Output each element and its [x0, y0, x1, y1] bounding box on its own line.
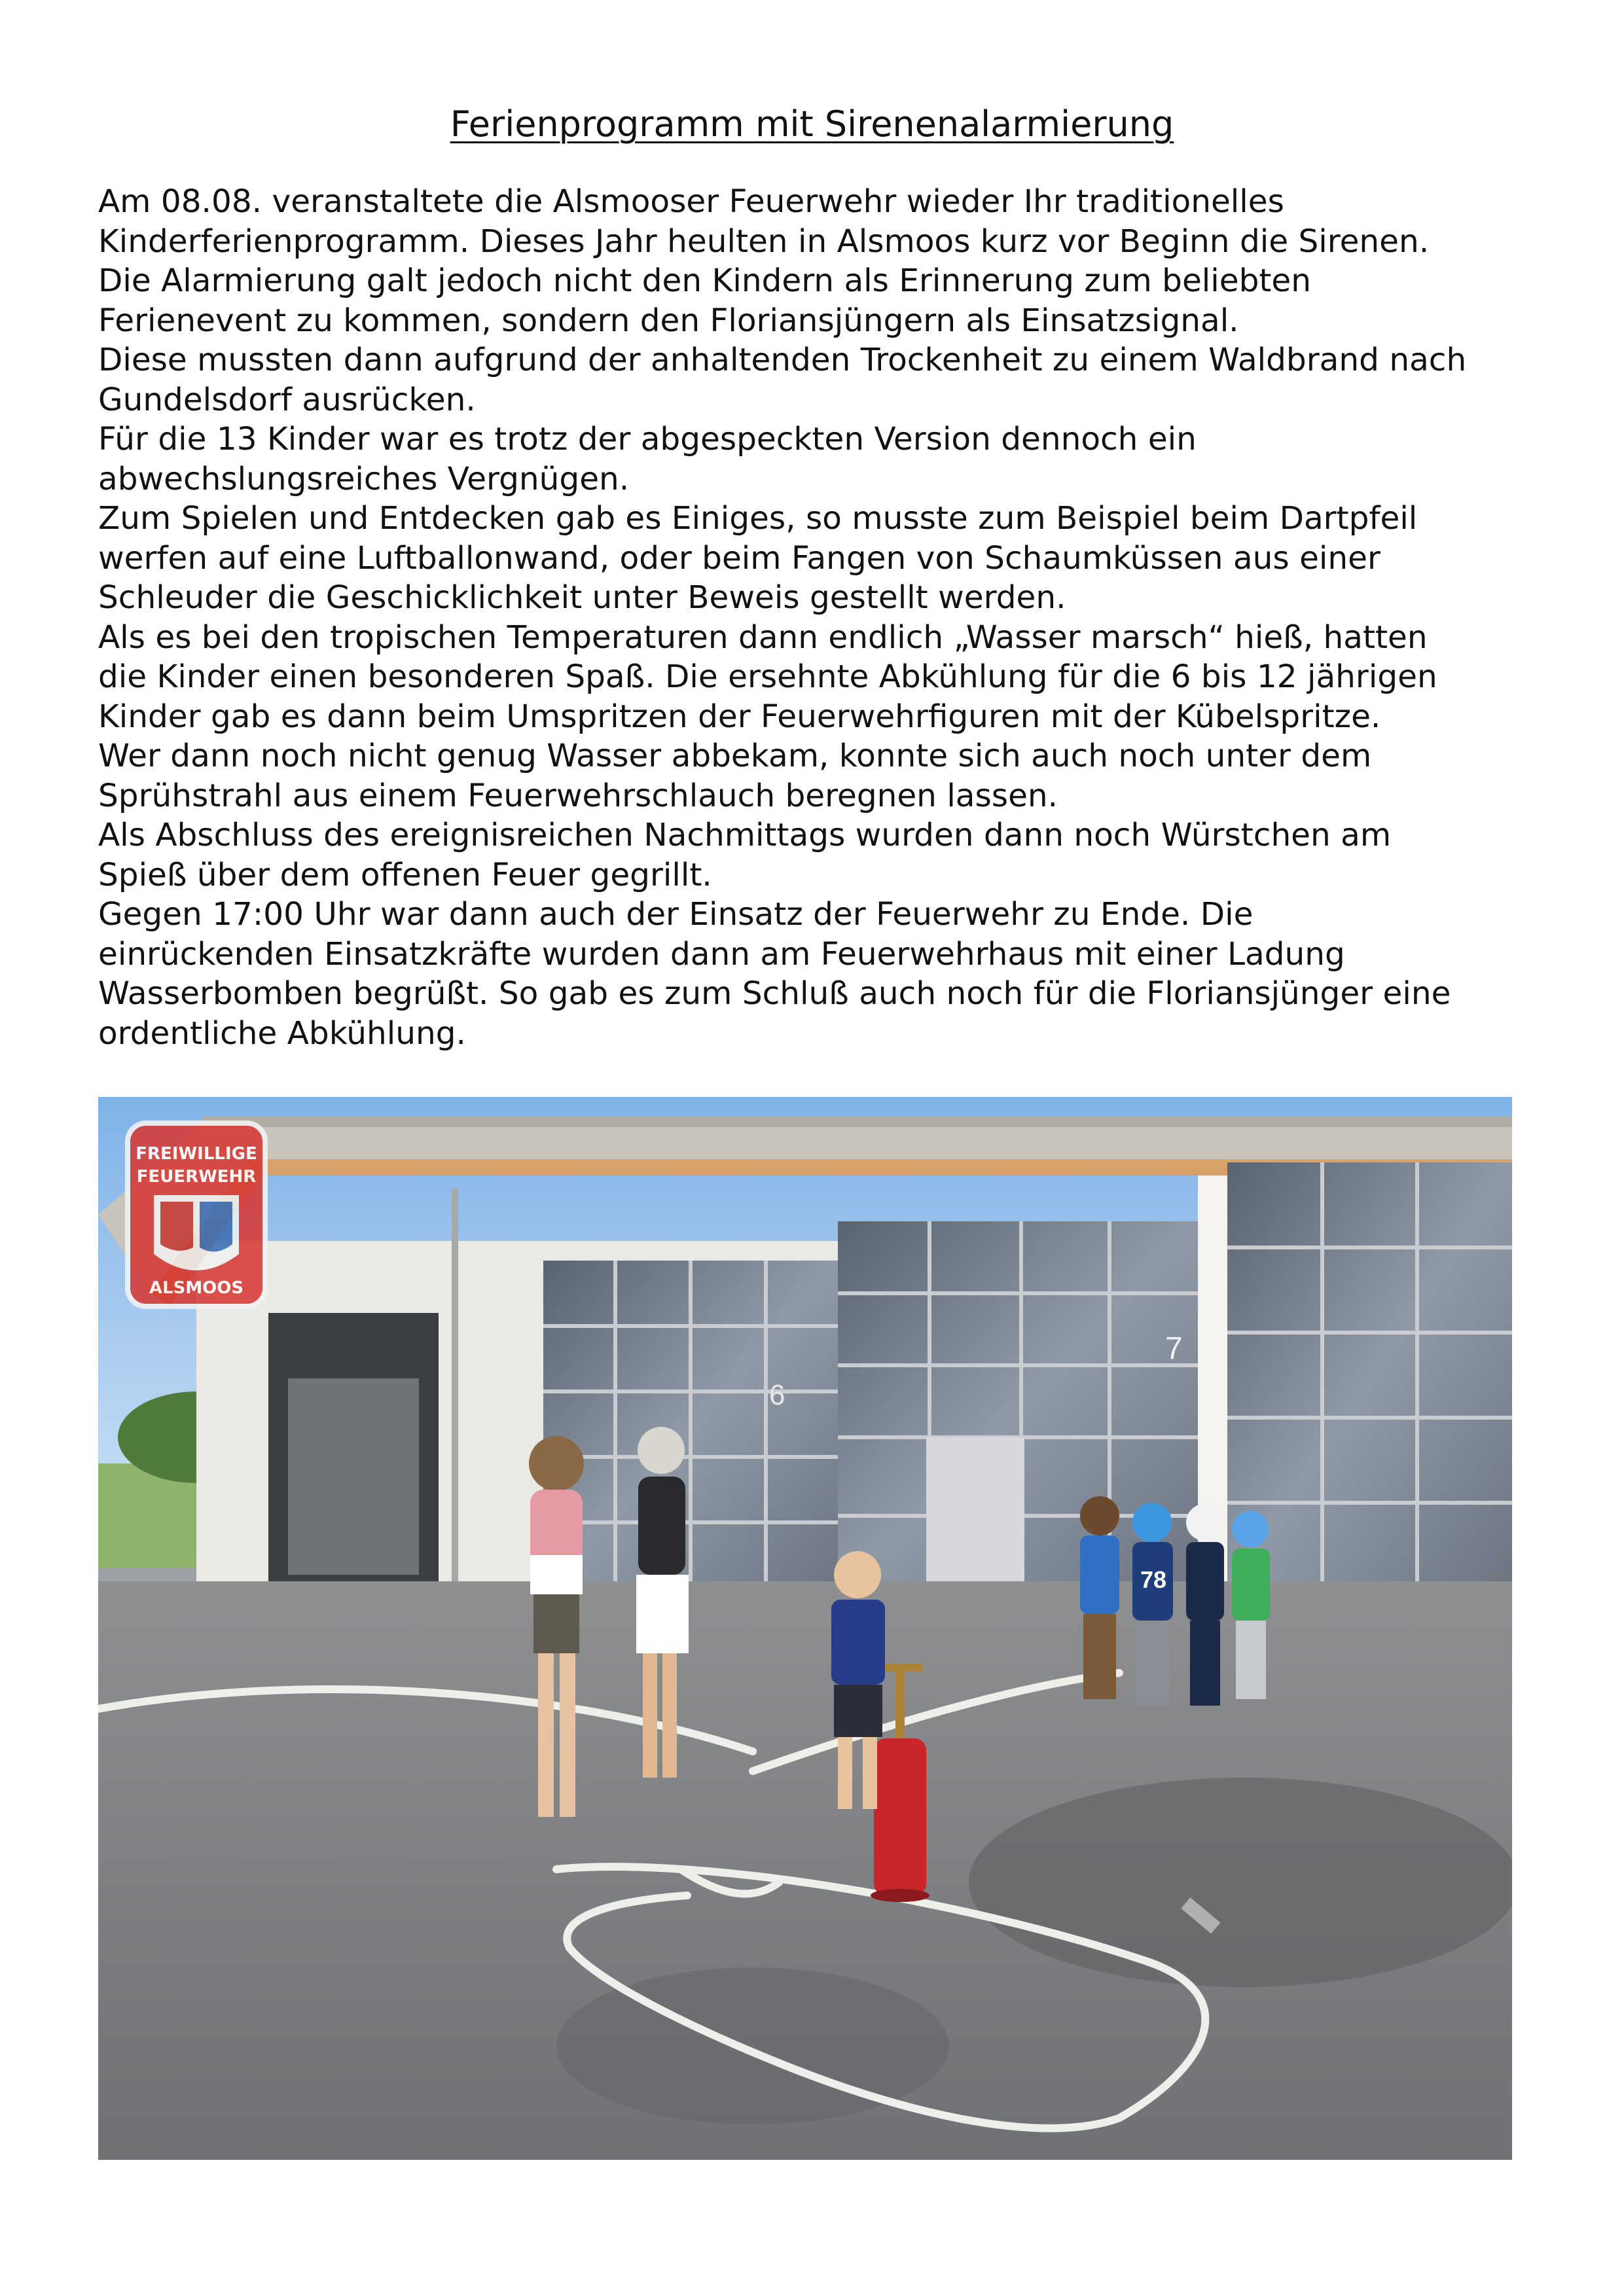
- article-line: Wer dann noch nicht genug Wasser abbekam, konnte sich auch noch unter dem: [98, 738, 1372, 774]
- article-line: Spieß über dem offenen Feuer gegrillt.: [98, 856, 712, 893]
- article-line: werfen auf eine Luftballonwand, oder beim Fangen von Schaumküssen aus einer: [98, 539, 1380, 577]
- article-line: Ferienevent zu kommen, sondern den Floriansjüngern als Einsatzsignal.: [98, 302, 1239, 339]
- svg-text:FEUERWEHR: FEUERWEHR: [136, 1167, 257, 1187]
- bay-tiles: [288, 1378, 419, 1575]
- roof-edge: [203, 1117, 1512, 1127]
- shirt-number: 78: [1140, 1566, 1167, 1593]
- article-line: Gundelsdorf ausrücken.: [98, 381, 476, 418]
- article-line: Schleuder die Geschicklichkeit unter Beweis gestellt werden.: [98, 579, 1066, 616]
- article-line: Für die 13 Kinder war es trotz der abgespeckten Version dennoch ein: [98, 421, 1197, 457]
- article-line: Als Abschluss des ereignisreichen Nachmittags wurden dann noch Würstchen am: [98, 817, 1392, 853]
- svg-text:ALSMOOS: ALSMOOS: [149, 1278, 244, 1298]
- article-line: einrückenden Einsatzkräfte wurden dann am Feuerwehrhaus mit einer Ladung: [98, 935, 1345, 973]
- article-line: Kinder gab es dann beim Umspritzen der Feuerwehrfiguren mit der Kübelspritze.: [98, 698, 1381, 735]
- article-line: Wasserbomben begrüßt. So gab es zum Schluß auch noch für die Floriansjünger eine: [98, 975, 1451, 1012]
- article-line: abwechslungsreiches Vergnügen.: [98, 460, 630, 497]
- article-line: Zum Spielen und Entdecken gab es Einiges, so musste zum Beispiel beim Dartpfeil: [98, 500, 1418, 537]
- article-line: die Kinder einen besonderen Spaß. Die ersehnte Abkühlung für die 6 bis 12 jährigen: [98, 658, 1437, 695]
- article-line: ordentliche Abkühlung.: [98, 1014, 466, 1052]
- article-line: Als es bei den tropischen Temperaturen dann endlich „Wasser marsch“ hieß, hatten: [98, 619, 1428, 656]
- drainpipe: [452, 1189, 458, 1594]
- garage-door-1: [543, 1261, 838, 1594]
- svg-text:FREIWILLIGE: FREIWILLIGE: [135, 1144, 257, 1164]
- article-line: Kinderferienprogramm. Dieses Jahr heulten in Alsmoos kurz vor Beginn die Sirenen.: [98, 223, 1430, 260]
- article-body: [98, 182, 1558, 1053]
- garage-door-3: [1227, 1162, 1512, 1594]
- fire-station-photo: [98, 1097, 1512, 2160]
- fire-brigade-logo: [128, 1123, 265, 1306]
- wet-patch: [969, 1778, 1512, 1987]
- article-line: Gegen 17:00 Uhr war dann auch der Einsatz der Feuerwehr zu Ende. Die: [98, 896, 1254, 933]
- article-line: Am 08.08. veranstaltete die Alsmooser Feuerwehr wieder Ihr traditionelles: [98, 183, 1284, 220]
- door-number-7: 7: [1165, 1331, 1183, 1366]
- page-title: Ferienprogramm mit Sirenenalarmierung: [450, 103, 1174, 145]
- article-line: Diese mussten dann aufgrund der anhaltenden Trockenheit zu einem Waldbrand nach: [98, 342, 1467, 378]
- door-number-6: 6: [769, 1379, 785, 1411]
- article-line: Die Alarmierung galt jedoch nicht den Kindern als Erinnerung zum beliebten: [98, 262, 1311, 299]
- article-line: Sprühstrahl aus einem Feuerwehrschlauch beregnen lassen.: [98, 777, 1058, 814]
